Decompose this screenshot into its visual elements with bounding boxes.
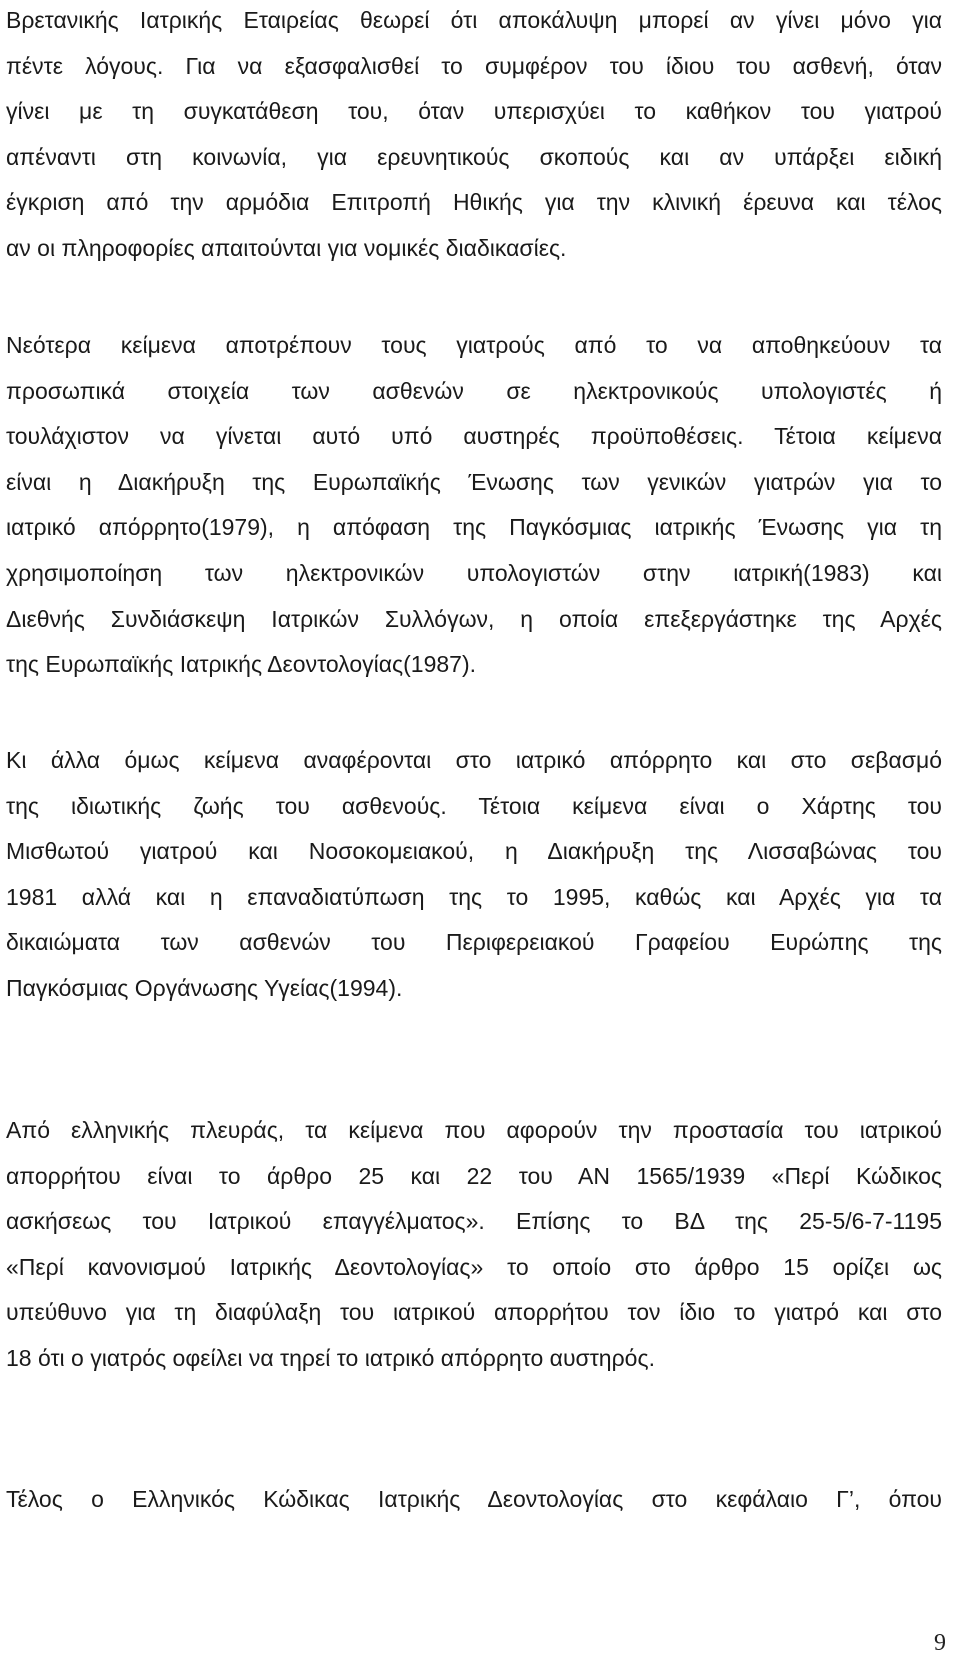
paragraph-3: [6, 738, 942, 1012]
text-line: της Ευρωπαϊκής Ιατρικής Δεοντολογίας(1987).: [6, 651, 476, 678]
text-line: απέναντι στη κοινωνία, για ερευνητικούς σκοπούς και αν υπάρξει ειδική: [6, 143, 942, 170]
text-line: Διεθνής Συνδιάσκεψη Ιατρικών Συλλόγων, η οποία επεξεργάστηκε της Αρχές: [6, 605, 942, 632]
text-line: ασκήσεως του Ιατρικού επαγγέλματος». Επίσης το ΒΔ της 25-5/6-7-1195: [6, 1208, 942, 1235]
text-line: είναι η Διακήρυξη της Ευρωπαϊκής Ένωσης των γενικών γιατρών για το: [6, 468, 942, 495]
paragraph-2: [6, 323, 942, 688]
text-line: δικαιώματα των ασθενών του Περιφερειακού Γραφείου Ευρώπης της: [6, 929, 942, 956]
paragraph-4: [6, 1108, 942, 1382]
text-line: έγκριση από την αρμόδια Επιτροπή Ηθικής για την κλινική έρευνα και τέλος: [6, 189, 942, 216]
text-line: 18 ότι ο γιατρός οφείλει να τηρεί το ιατρικό απόρρητο αυστηρός.: [6, 1344, 655, 1371]
text-line: προσωπικά στοιχεία των ασθενών σε ηλεκτρονικούς υπολογιστές ή: [6, 377, 942, 404]
text-line: αν οι πληροφορίες απαιτούνται για νομικές διαδικασίες.: [6, 234, 567, 261]
text-line: Παγκόσμιας Οργάνωσης Υγείας(1994).: [6, 974, 403, 1001]
paragraph-1: [6, 0, 942, 272]
page-number: 9: [934, 1630, 946, 1656]
text-line: πέντε λόγους. Για να εξασφαλισθεί το συμφέρον του ίδιου του ασθενή, όταν: [6, 52, 942, 79]
text-line: «Περί κανονισμού Ιατρικής Δεοντολογίας» το οποίο στο άρθρο 15 ορίζει ως: [6, 1253, 942, 1280]
text-line: της ιδιωτικής ζωής του ασθενούς. Τέτοια κείμενα είναι ο Χάρτης του: [6, 792, 942, 819]
text-line: απορρήτου είναι το άρθρο 25 και 22 του ΑΝ 1565/1939 «Περί Κώδικος: [6, 1162, 942, 1189]
text-line: ιατρικό απόρρητο(1979), η απόφαση της Παγκόσμιας ιατρικής Ένωσης για τη: [6, 514, 942, 541]
text-line: 1981 αλλά και η επαναδιατύπωση της το 1995, καθώς και Αρχές για τα: [6, 883, 942, 910]
text-line: Τέλος ο Ελληνικός Κώδικας Ιατρικής Δεοντολογίας στο κεφάλαιο Γ’, όπου: [6, 1486, 942, 1512]
text-line: υπεύθυνο για τη διαφύλαξη του ιατρικού απορρήτου τον ίδιο το γιατρό και στο: [6, 1299, 942, 1326]
text-line: Νεότερα κείμενα αποτρέπουν τους γιατρούς από το να αποθηκεύουν τα: [6, 332, 942, 358]
text-line: τουλάχιστον να γίνεται αυτό υπό αυστηρές προϋποθέσεις. Τέτοια κείμενα: [6, 423, 942, 450]
text-line: Κι άλλα όμως κείμενα αναφέρονται στο ιατρικό απόρρητο και στο σεβασμό: [6, 747, 942, 773]
text-line: χρησιμοποίηση των ηλεκτρονικών υπολογιστών στην ιατρική(1983) και: [6, 559, 942, 586]
text-line: γίνει με τη συγκατάθεση του, όταν υπερισχύει το καθήκον του γιατρού: [6, 98, 942, 125]
paragraph-5: [6, 1477, 942, 1523]
text-line: Μισθωτού γιατρού και Νοσοκομειακού, η Διακήρυξη της Λισσαβώνας του: [6, 838, 942, 865]
text-line: Από ελληνικής πλευράς, τα κείμενα που αφορούν την προστασία του ιατρικού: [6, 1117, 942, 1143]
text-line: Βρετανικής Ιατρικής Εταιρείας θεωρεί ότι αποκάλυψη μπορεί αν γίνει μόνο για: [6, 7, 942, 33]
